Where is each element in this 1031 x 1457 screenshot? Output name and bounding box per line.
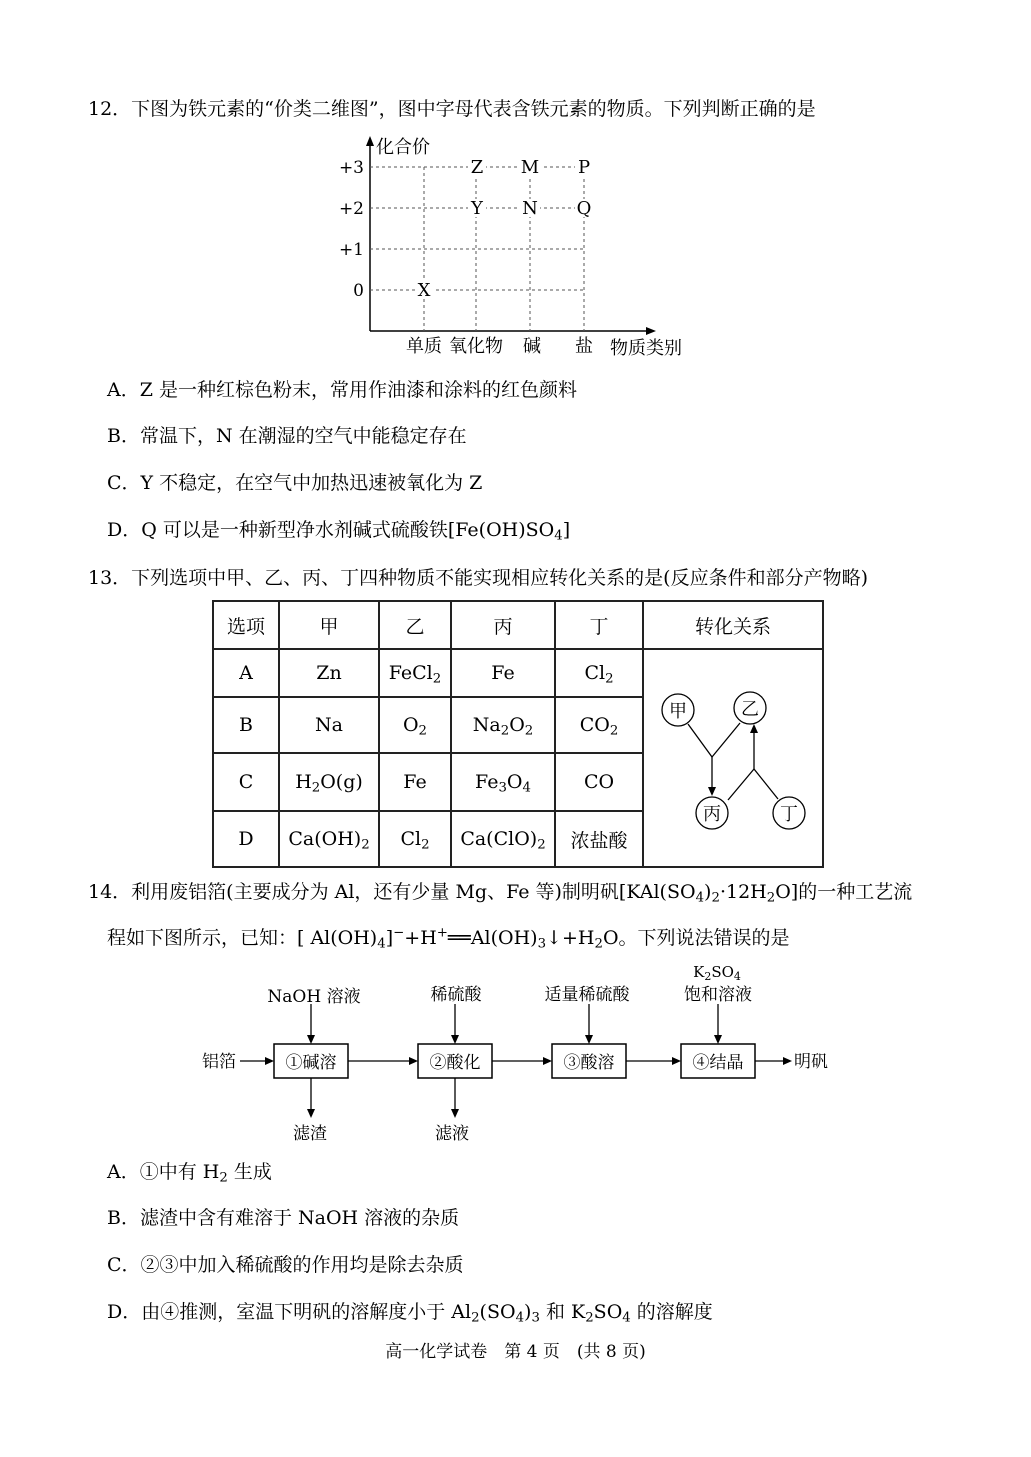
table-header-row (213, 601, 823, 649)
table-cell: CO (555, 753, 643, 811)
node-yi: 乙 (741, 699, 759, 720)
table-header-cell: 选项 (213, 601, 279, 649)
q12-option-c: C．Y 不稳定，在空气中加热迅速被氧化为 Z (107, 472, 483, 494)
q13-table (212, 600, 824, 868)
input-aluminum-foil: 铝箔 (202, 1052, 236, 1072)
arrow-down-icon (708, 787, 716, 796)
table-header-cell: 乙 (379, 601, 451, 649)
reagent-saturated-solution: 饱和溶液 (684, 985, 752, 1005)
step-acidify: ②酸化 (429, 1053, 481, 1073)
table-cell: Fe (379, 753, 451, 811)
table-cell: $Na_2O_2$ (451, 697, 555, 753)
table-cell: $Ca(OH)_2$ (279, 811, 379, 867)
byproduct-residue: 滤渣 (293, 1124, 327, 1144)
x-axis-label: 物质类别 (610, 338, 682, 359)
node-bing: 丙 (703, 804, 721, 825)
table-cell: C (213, 753, 279, 811)
q14-stem-line2: 程如下图所示，已知：[ $Al(OH)_4]^-+H^+══Al(OH)_3↓+H_2O$。下列说法错误的是 (107, 925, 790, 952)
q14-option-d: D．由④推测，室温下明矾的溶解度小于 $Al_2(SO_4)_3$ 和 $K_2SO_4$ 的溶解度 (107, 1301, 713, 1326)
q13-stem: 13．下列选项中甲、乙、丙、丁四种物质不能实现相应转化关系的是(反应条件和部分产物略) (88, 567, 869, 589)
point-q: Q (576, 198, 592, 219)
table-cell: $Ca(ClO)_2$ (451, 811, 555, 867)
node-ding: 丁 (780, 804, 798, 825)
alum-process-flow (190, 958, 850, 1148)
x-axis-arrow-icon (646, 327, 656, 335)
table-header-cell: 甲 (279, 601, 379, 649)
output-alum: 明矾 (794, 1052, 828, 1072)
x-tick-label: 氧化物 (449, 336, 503, 357)
table-cell: Na (279, 697, 379, 753)
q14-option-b: B．滤渣中含有难溶于 NaOH 溶液的杂质 (107, 1207, 460, 1229)
point-m: M (520, 157, 540, 178)
table-cell: Fe (451, 649, 555, 697)
table-cell: $Cl_2$ (379, 811, 451, 867)
y-tick-label: 0 (353, 281, 364, 301)
reagent-naoh: NaOH 溶液 (267, 987, 361, 1007)
table-cell: B (213, 697, 279, 753)
reagent-dilute-h2so4: 稀硫酸 (430, 985, 482, 1005)
x-tick-label: 盐 (575, 336, 593, 357)
y-axis-arrow-icon (366, 136, 374, 146)
point-n: N (522, 198, 538, 219)
node-jia: 甲 (669, 701, 687, 722)
page-footer: 高一化学试卷 第 4 页 (共 8 页) (385, 1342, 646, 1362)
y-tick-label: +2 (338, 199, 364, 219)
q12-option-b: B．常温下，N 在潮湿的空气中能稳定存在 (107, 425, 467, 447)
table-header-cell: 丙 (451, 601, 555, 649)
table-cell: Zn (279, 649, 379, 697)
y-tick-label: +3 (338, 158, 364, 178)
conversion-diagram (644, 653, 822, 863)
x-tick-label: 单质 (406, 336, 442, 357)
q14-option-a: A．①中有 $H_2$ 生成 (107, 1161, 272, 1186)
x-tick-label: 碱 (523, 336, 541, 357)
reagent-moderate-h2so4: 适量稀硫酸 (544, 985, 630, 1005)
q12-option-a: A．Z 是一种红棕色粉末，常用作油漆和涂料的红色颜料 (107, 379, 577, 401)
table-cell: $O_2$ (379, 697, 451, 753)
table-cell: $CO_2$ (555, 697, 643, 753)
table-cell: D (213, 811, 279, 867)
point-x: X (417, 280, 431, 301)
step-crystallize: ④结晶 (692, 1053, 744, 1073)
table-cell: 浓盐酸 (555, 811, 643, 867)
table-cell: $Fe_3O_4$ (451, 753, 555, 811)
point-p: P (577, 157, 591, 178)
step-acid-dissolve: ③酸溶 (563, 1053, 615, 1073)
q14-option-c: C．②③中加入稀硫酸的作用均是除去杂质 (107, 1254, 464, 1276)
q12-stem: 12．下图为铁元素的“价类二维图”，图中字母代表含铁元素的物质。下列判断正确的是 (88, 98, 816, 120)
reagent-k2so4-formula: $K_2SO_4$ (693, 963, 741, 983)
table-row (213, 649, 823, 697)
table-header-cell: 转化关系 (643, 601, 823, 649)
q12-option-d: D．Q 可以是一种新型净水剂碱式硫酸铁$[Fe(OH)SO_4]$ (107, 519, 571, 544)
q14-stem-line1: 14．利用废铝箔(主要成分为 Al，还有少量 Mg、Fe 等)制明矾$[KAl(SO_4)_2\cdot 12H_2O]$的一种工艺流 (88, 881, 913, 906)
valence-category-chart (330, 128, 710, 363)
table-header-cell: 丁 (555, 601, 643, 649)
y-axis-label: 化合价 (376, 137, 430, 158)
step-alkali-dissolve: ①碱溶 (285, 1053, 337, 1073)
arrow-up-icon (750, 724, 758, 733)
table-cell: FeCl$_2$ (379, 649, 451, 697)
conversion-diagram-cell (643, 649, 823, 867)
table-cell: A (213, 649, 279, 697)
table-cell: $H_2O(g)$ (279, 753, 379, 811)
grid-lines (370, 167, 584, 331)
y-tick-label: +1 (338, 240, 364, 260)
table-cell: $Cl_2$ (555, 649, 643, 697)
point-z: Z (470, 157, 484, 178)
point-y: Y (471, 198, 483, 219)
byproduct-filtrate: 滤液 (435, 1124, 469, 1144)
